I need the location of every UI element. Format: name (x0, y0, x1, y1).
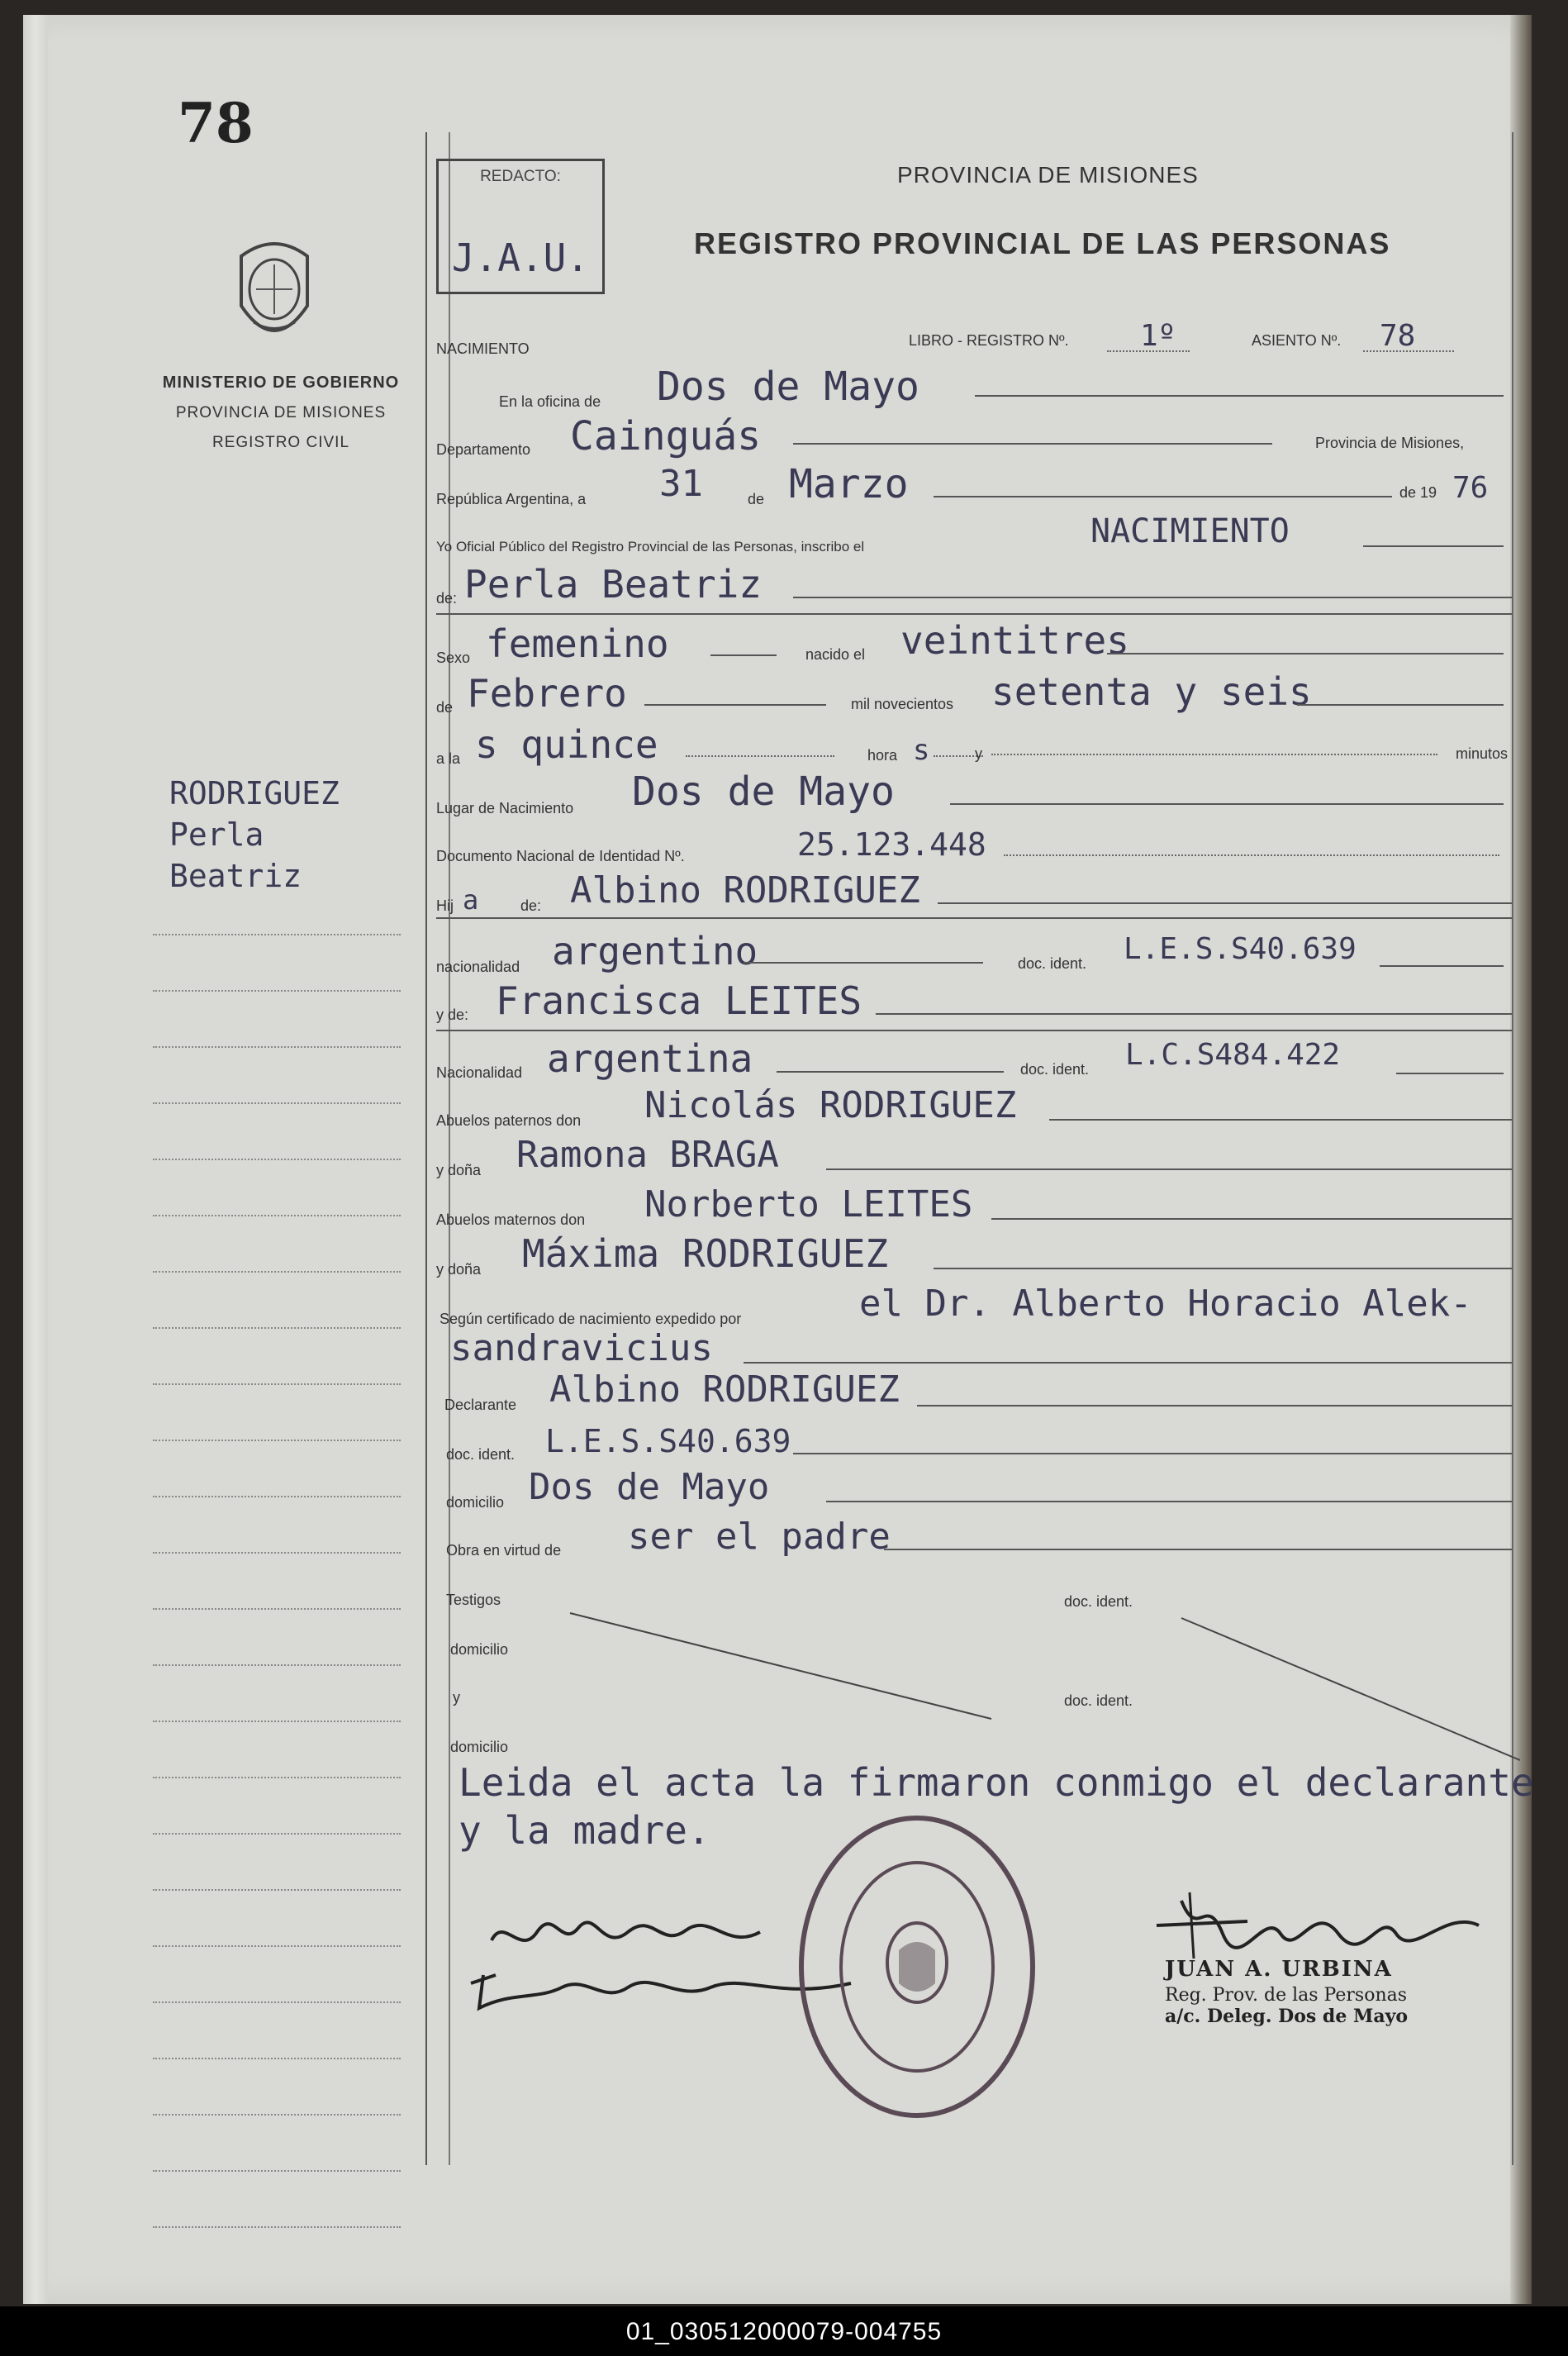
abuela-mat-value: Máxima RODRIGUEZ (522, 1231, 889, 1276)
padre-value: Albino RODRIGUEZ (570, 869, 920, 911)
abuelos-mat-label: Abuelos maternos don (436, 1211, 586, 1228)
doc-padre-label: doc. ident. (1018, 955, 1087, 972)
domicilio-t2-label: domicilio (450, 1739, 509, 1755)
nac-padre-label: nacionalidad (436, 959, 520, 975)
mil-label: mil novecientos (851, 696, 954, 712)
certificado-value: el Dr. Alberto Horacio Alek- (859, 1283, 1472, 1325)
dni-line (1004, 854, 1499, 856)
asiento-value: 78 (1380, 319, 1416, 353)
nac-madre-line (777, 1071, 1004, 1073)
hora-value: s quince (475, 722, 658, 767)
y-label: y (975, 745, 982, 762)
horas-suffix: s (913, 734, 930, 767)
doc-decl-value: L.E.S.S40.639 (545, 1423, 791, 1459)
margin-ruled-line (153, 1215, 401, 1216)
minutos-line (991, 754, 1437, 755)
margin-annotation (169, 773, 340, 897)
oficial-line (1363, 545, 1504, 547)
declarante-line (917, 1405, 1512, 1406)
margin-ruled-line (153, 1159, 401, 1160)
margin-ruled-line (153, 990, 401, 992)
province-label: PROVINCIA DE MISIONES (175, 404, 387, 421)
mes-nac-value: Febrero (467, 671, 627, 716)
oficina-line (975, 395, 1504, 397)
libro-value: 1º (1140, 319, 1176, 353)
margin-ruled-line (153, 1271, 401, 1273)
margin-ruled-line (153, 2170, 401, 2172)
nac-padre-value: argentino (552, 929, 758, 973)
provincia-misiones-label: Provincia de Misiones, (1315, 435, 1465, 451)
doc-decl-line (793, 1453, 1512, 1454)
hija-suffix: a (463, 884, 479, 916)
lugar-line (950, 803, 1504, 805)
ministry-header (124, 374, 438, 452)
oficial-value: NACIMIENTO (1090, 512, 1290, 550)
margin-ruled-line (153, 1552, 401, 1554)
declarante-value: Albino RODRIGUEZ (549, 1368, 900, 1411)
margin-ruled-line (153, 1496, 401, 1497)
page-number: 78 (178, 91, 254, 155)
hija-de-label: de: (520, 897, 542, 914)
doc-t2-label: doc. ident. (1064, 1692, 1133, 1709)
dni-label: Documento Nacional de Identidad Nº. (436, 848, 685, 864)
obra-value: ser el padre (628, 1516, 891, 1558)
redacto-value: J.A.U. (451, 236, 590, 280)
dni-value: 25.123.448 (797, 826, 986, 863)
margin-ruled-line (153, 1608, 401, 1610)
margin-ruled-line (153, 934, 401, 935)
domicilio-line (826, 1501, 1512, 1502)
official-title: Reg. Prov. de las Personas (1165, 1985, 1408, 2006)
de-nombre-label: de: (436, 590, 458, 607)
domicilio-t1-label: domicilio (450, 1641, 509, 1658)
abuelo-mat-line (991, 1218, 1512, 1220)
departamento-value: Cainguás (570, 413, 762, 459)
page-spine (23, 15, 48, 2304)
nacimiento-label: NACIMIENTO (436, 340, 530, 357)
madre-line (876, 1013, 1512, 1015)
minutos-label: minutos (1456, 745, 1509, 762)
doc-madre-value: L.C.S484.422 (1125, 1038, 1341, 1072)
hija-label: Hij (436, 897, 454, 914)
nacido-label: nacido el (805, 646, 866, 663)
nacido-value: veintitres (900, 618, 1129, 663)
margin-ruled-line (153, 1327, 401, 1329)
obra-label: Obra en virtud de (446, 1542, 562, 1559)
lugar-label: Lugar de Nacimiento (436, 800, 574, 816)
anio-nac-value: setenta y seis (991, 669, 1312, 714)
margin-ruled-line (153, 1833, 401, 1835)
y-t-label: y (453, 1689, 460, 1706)
province-title: PROVINCIA DE MISIONES (897, 162, 1199, 188)
nombre-value: Perla Beatriz (464, 562, 763, 607)
anio-nac-line (1297, 704, 1504, 706)
margin-surname: RODRIGUEZ (169, 775, 340, 812)
certificado-value-2: sandravicius (450, 1327, 713, 1369)
abuela-pat-line (826, 1168, 1512, 1170)
de-mes-label: de (436, 699, 454, 716)
right-divider (1512, 132, 1513, 2165)
doc-decl-label: doc. ident. (446, 1446, 516, 1463)
obra-line (884, 1549, 1512, 1550)
certificado-line (744, 1362, 1512, 1364)
margin-ruled-line (153, 2058, 401, 2059)
doc-padre-line (1380, 965, 1504, 967)
official-name: JUAN A. URBINA (1165, 1957, 1393, 1982)
domicilio-value: Dos de Mayo (529, 1466, 770, 1508)
closing-text-line2: y la madre. (459, 1808, 710, 1853)
sexo-value: femenino (486, 621, 669, 666)
madre-line-2 (436, 1030, 1512, 1031)
lugar-value: Dos de Mayo (632, 769, 895, 815)
margin-divider (425, 132, 427, 2165)
hora-line (686, 755, 834, 757)
margin-ruled-line (153, 1945, 401, 1947)
footer-bar (0, 2306, 1568, 2356)
registry-label: REGISTRO CIVIL (211, 434, 350, 451)
abuelos-pat-label: Abuelos paternos don (436, 1112, 582, 1129)
doc-t1-label: doc. ident. (1064, 1593, 1133, 1610)
registry-title: REGISTRO PROVINCIAL DE LAS PERSONAS (694, 226, 1391, 260)
redacto-box (436, 159, 605, 294)
nombre-line (793, 597, 1512, 598)
alas-label: a la (436, 750, 461, 767)
abuela-pat-value: Ramona BRAGA (516, 1134, 779, 1176)
departamento-line (793, 443, 1272, 445)
official-block (1165, 1957, 1408, 2027)
padre-line (938, 902, 1512, 904)
nacido-line (1107, 653, 1504, 654)
republica-label: República Argentina, a (436, 491, 587, 507)
footer-id: 01_030512000079-004755 (625, 2318, 943, 2345)
margin-ruled-line (153, 2226, 401, 2228)
oficial-label: Yo Oficial Público del Registro Provincial de las Personas, inscribo el (436, 539, 865, 554)
nac-madre-label: Nacionalidad (436, 1064, 523, 1081)
yde-label: y de: (436, 1007, 469, 1023)
closing-text-line1: Leida el acta la firmaron conmigo el declarante (459, 1760, 1534, 1805)
redacto-label: REDACTO: (480, 168, 561, 185)
mes-nac-line (644, 704, 826, 706)
margin-ruled-line (153, 1721, 401, 1722)
doc-padre-value: L.E.S.S40.639 (1124, 932, 1357, 966)
margin-ruled-line (153, 1440, 401, 1441)
margin-ruled-line (153, 1777, 401, 1778)
oficina-label: En la oficina de (499, 393, 601, 410)
domicilio-label: domicilio (446, 1494, 505, 1511)
ydona2-label: y doña (436, 1261, 482, 1278)
dia-value: 31 (659, 463, 703, 505)
margin-ruled-line (153, 1102, 401, 1104)
sexo-label: Sexo (436, 650, 471, 666)
anio-label: de 19 (1399, 484, 1437, 501)
doc-madre-label: doc. ident. (1020, 1061, 1090, 1078)
testigos-label: Testigos (446, 1592, 501, 1608)
abuela-mat-line (934, 1268, 1512, 1269)
asiento-label: ASIENTO Nº. (1252, 332, 1342, 349)
coat-of-arms-icon (225, 231, 324, 355)
margin-ruled-line (153, 1664, 401, 1666)
margin-firstname: Perla (169, 816, 264, 853)
madre-value: Francisca LEITES (496, 978, 862, 1023)
abuelo-mat-value: Norberto LEITES (644, 1183, 973, 1226)
oficina-value: Dos de Mayo (657, 364, 919, 410)
anio-value: 76 (1452, 471, 1489, 505)
doc-madre-line (1396, 1073, 1504, 1074)
libro-label: LIBRO - REGISTRO Nº. (909, 332, 1069, 349)
departamento-label: Departamento (436, 441, 531, 458)
mes-value: Marzo (789, 461, 909, 507)
margin-middlename: Beatriz (169, 858, 302, 894)
nombre-line-2 (436, 613, 1512, 615)
ydona1-label: y doña (436, 1162, 482, 1178)
libro-line (1107, 350, 1190, 352)
margin-ruled-line (153, 1383, 401, 1385)
horas-label: hora (867, 747, 898, 764)
margin-ruled-line (153, 1046, 401, 1048)
margin-ruled-line (153, 2114, 401, 2116)
sexo-line (710, 654, 777, 656)
abuelo-pat-value: Nicolás RODRIGUEZ (644, 1084, 1017, 1126)
official-deleg: a/c. Deleg. Dos de Mayo (1165, 2006, 1409, 2027)
ministry-title: MINISTERIO DE GOBIERNO (162, 374, 400, 392)
de-label: de (748, 491, 765, 507)
certificado-label: Según certificado de nacimiento expedido por (440, 1311, 742, 1327)
cancel-strike-lines (562, 1603, 1528, 1768)
margin-divider-inner (449, 132, 450, 2165)
abuelo-pat-line (1049, 1119, 1512, 1121)
margin-ruled-line (153, 1889, 401, 1891)
mes-line (934, 496, 1392, 497)
padre-line-2 (436, 917, 1512, 919)
nac-padre-line (744, 962, 983, 964)
asiento-line (1363, 350, 1454, 352)
margin-ruled-line (153, 2001, 401, 2003)
official-stamp-icon (793, 1810, 1041, 2124)
declarante-label: Declarante (444, 1397, 517, 1413)
nac-madre-value: argentina (547, 1036, 753, 1081)
